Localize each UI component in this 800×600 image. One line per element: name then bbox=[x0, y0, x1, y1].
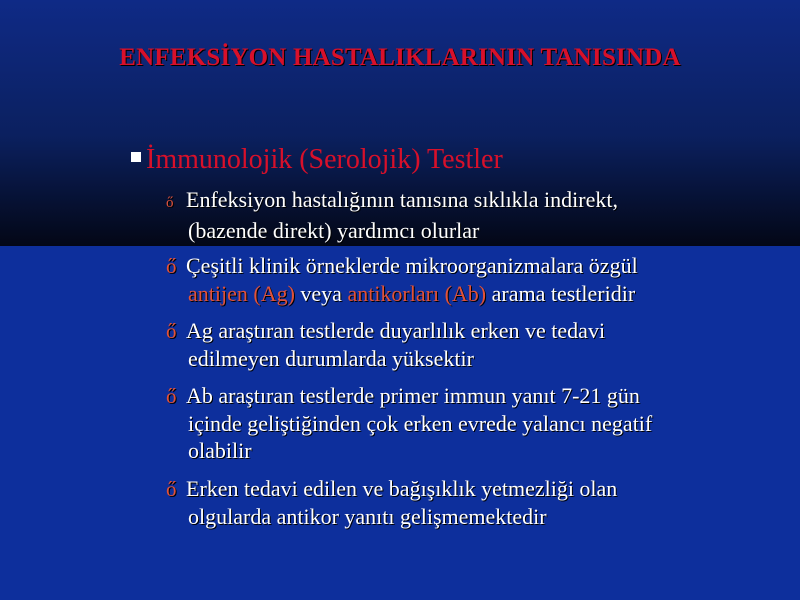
list-item-text: Ab araştıran testlerde primer immun yanıt 7-21 gün bbox=[186, 383, 640, 408]
list-item-text: Çeşitli klinik örneklerde mikroorganizmalara özgül bbox=[186, 253, 638, 278]
list-item-text: olgularda antikor yanıtı gelişmemektedir bbox=[188, 504, 547, 529]
list-item bbox=[166, 186, 618, 244]
bullet-marker-icon: ő bbox=[166, 477, 177, 501]
list-item bbox=[166, 252, 638, 307]
list-item-text: olabilir bbox=[188, 438, 252, 463]
list-item-text: edilmeyen durumlarda yüksektir bbox=[188, 346, 474, 371]
list-item-text: içinde geliştiğinden çok erken evrede yalancı negatif bbox=[188, 411, 653, 436]
list-item-text: Erken tedavi edilen ve bağışıklık yetmezliği olan bbox=[186, 476, 618, 501]
bullet-marker-icon: ő bbox=[166, 319, 177, 343]
square-bullet-icon bbox=[131, 152, 141, 162]
bullet-marker-icon: ő bbox=[166, 254, 177, 278]
section-heading-text: İmmunolojik (Serolojik) Testler bbox=[146, 144, 503, 175]
list-item bbox=[166, 475, 617, 530]
highlight-antigen: antijen (Ag) bbox=[188, 281, 295, 306]
slide-title: ENFEKSİYON HASTALIKLARININ TANISINDA bbox=[119, 44, 681, 71]
section-heading bbox=[131, 144, 503, 176]
bullet-marker-icon: ő bbox=[166, 384, 177, 408]
list-item-text: Ag araştıran testlerde duyarlılık erken ve tedavi bbox=[186, 318, 606, 343]
list-item-text: veya bbox=[294, 281, 348, 306]
list-item bbox=[166, 317, 605, 372]
highlight-antibody: antikorları (Ab) bbox=[347, 281, 487, 306]
list-item bbox=[166, 382, 652, 464]
list-item-text: (bazende direkt) yardımcı olurlar bbox=[188, 218, 480, 243]
list-item-text: arama testleridir bbox=[486, 281, 636, 306]
bullet-marker-icon: ő bbox=[166, 195, 174, 211]
list-item-text: Enfeksiyon hastalığının tanısına sıklıkla indirekt, bbox=[186, 187, 618, 212]
